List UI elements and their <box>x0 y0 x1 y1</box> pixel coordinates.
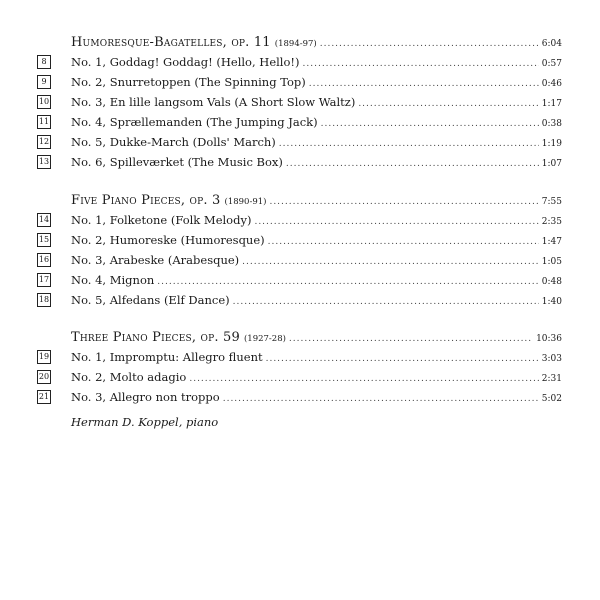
leader-dots <box>321 114 539 134</box>
track-duration: 5:02 <box>541 394 562 404</box>
track-duration: 1:07 <box>541 159 562 169</box>
leader-dots <box>309 74 539 94</box>
leader-dots <box>223 389 539 409</box>
work-section-op11 <box>0 32 600 172</box>
leader-dots <box>266 349 539 369</box>
track-duration: 1:17 <box>541 99 562 109</box>
work-header <box>0 32 600 52</box>
work-title: Humoresque-Bagatelles, op. 11 <box>71 35 271 50</box>
track-title: No. 3, Allegro non troppo <box>71 390 220 404</box>
track-row <box>0 230 600 250</box>
leader-dots <box>189 369 538 389</box>
track-number: 10 <box>37 95 51 109</box>
track-number: 18 <box>37 293 51 307</box>
track-number: 17 <box>37 273 51 287</box>
track-duration: 0:46 <box>541 79 562 89</box>
track-title: No. 1, Folketone (Folk Melody) <box>71 213 252 227</box>
leader-dots <box>303 54 539 74</box>
track-row <box>0 92 600 112</box>
track-row <box>0 132 600 152</box>
track-row <box>0 52 600 72</box>
track-row <box>0 210 600 230</box>
work-years: (1890-91) <box>224 197 267 207</box>
work-years: (1927-28) <box>243 334 286 344</box>
work-header <box>0 190 600 210</box>
track-duration: 3:03 <box>541 354 562 364</box>
track-title: No. 2, Humoreske (Humoresque) <box>71 233 265 247</box>
leader-dots <box>157 272 539 292</box>
track-duration: 1:05 <box>541 257 562 267</box>
leader-dots <box>268 232 539 252</box>
track-number: 14 <box>37 213 51 227</box>
track-row <box>0 290 600 310</box>
track-title: No. 5, Dukke-March (Dolls' March) <box>71 135 276 149</box>
leader-dots <box>358 94 538 114</box>
work-duration: 6:04 <box>541 39 562 49</box>
track-title: No. 3, Arabeske (Arabesque) <box>71 253 240 267</box>
track-number: 20 <box>37 370 51 384</box>
track-duration: 0:38 <box>541 119 562 129</box>
track-number: 16 <box>37 253 51 267</box>
track-number: 19 <box>37 350 51 364</box>
leader-dots <box>254 212 538 232</box>
track-duration: 1:40 <box>541 297 562 307</box>
track-title: No. 4, Mignon <box>71 273 155 287</box>
track-row <box>0 347 600 367</box>
work-section-op59 <box>0 327 600 407</box>
leader-dots <box>320 34 539 54</box>
leader-dots <box>286 154 539 174</box>
track-number: 9 <box>37 75 51 89</box>
performer-credit: Herman D. Koppel, piano <box>71 415 219 429</box>
track-title: No. 2, Snurretoppen (The Spinning Top) <box>71 75 306 89</box>
track-title: No. 2, Molto adagio <box>71 370 187 384</box>
track-number: 8 <box>37 55 51 69</box>
track-row <box>0 270 600 290</box>
track-title: No. 5, Alfedans (Elf Dance) <box>71 293 230 307</box>
leader-dots <box>279 134 539 154</box>
work-header <box>0 327 600 347</box>
track-duration: 2:31 <box>541 374 562 384</box>
track-duration: 1:19 <box>541 139 562 149</box>
track-title: No. 3, En lille langsom Vals (A Short Slow Waltz) <box>71 95 356 109</box>
track-title: No. 1, Impromptu: Allegro fluent <box>71 350 263 364</box>
track-duration: 2:35 <box>541 217 562 227</box>
track-title: No. 4, Sprællemanden (The Jumping Jack) <box>71 115 318 129</box>
track-row <box>0 152 600 172</box>
track-duration: 0:57 <box>541 59 562 69</box>
track-number: 15 <box>37 233 51 247</box>
track-number: 12 <box>37 135 51 149</box>
track-row <box>0 387 600 407</box>
track-title: No. 6, Spilleværket (The Music Box) <box>71 155 283 169</box>
leader-dots <box>269 192 538 212</box>
track-row <box>0 367 600 387</box>
track-row <box>0 250 600 270</box>
leader-dots <box>233 292 539 312</box>
work-title: Five Piano Pieces, op. 3 <box>71 193 221 208</box>
work-duration: 7:55 <box>541 197 562 207</box>
track-duration: 1:47 <box>541 237 562 247</box>
work-section-op3 <box>0 190 600 310</box>
track-row <box>0 112 600 132</box>
track-title: No. 1, Goddag! Goddag! (Hello, Hello!) <box>71 55 300 69</box>
track-duration: 0:48 <box>541 277 562 287</box>
leader-dots <box>289 329 533 349</box>
track-number: 21 <box>37 390 51 404</box>
leader-dots <box>242 252 539 272</box>
track-number: 11 <box>37 115 51 129</box>
work-duration: 10:36 <box>536 334 562 344</box>
work-years: (1894-97) <box>274 39 317 49</box>
track-row <box>0 72 600 92</box>
work-title: Three Piano Pieces, op. 59 <box>71 330 240 345</box>
track-number: 13 <box>37 155 51 169</box>
